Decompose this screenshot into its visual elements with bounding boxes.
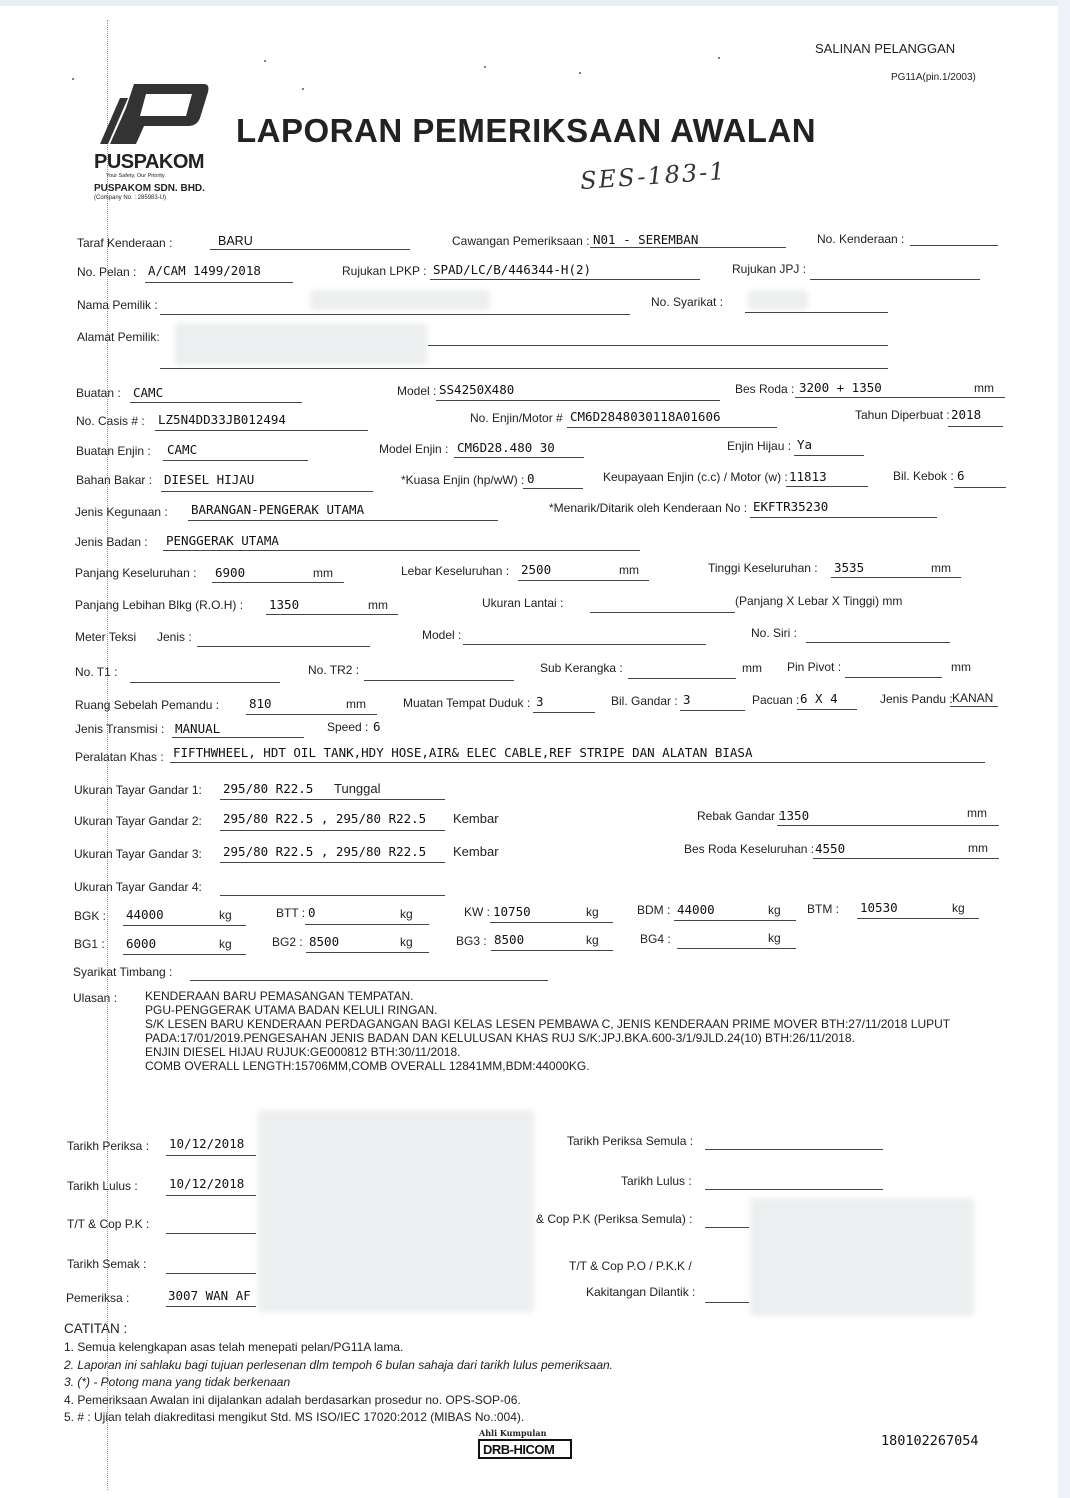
no-tr2-line	[364, 680, 514, 681]
kebok-label: Bil. Kebok :	[893, 469, 954, 483]
no-casis-line	[155, 430, 368, 431]
drb-hicom-text: DRB-HICOM	[483, 1442, 555, 1457]
taraf-line	[210, 249, 410, 250]
bg4-unit: kg	[768, 931, 781, 945]
meter-jenis-line	[197, 646, 370, 647]
keupayaan-label: Keupayaan Enjin (c.c) / Motor (w) :	[603, 470, 788, 484]
btm-label: BTM :	[807, 902, 839, 916]
tayar3-type: Kembar	[453, 844, 499, 859]
rebak-line	[777, 825, 999, 826]
tarikh-semak-line	[166, 1273, 256, 1274]
no-enjin-line	[567, 427, 777, 428]
meter-jenis-label: Jenis :	[157, 630, 192, 644]
pandu-label: Jenis Pandu :	[880, 692, 953, 706]
bg3-line	[491, 950, 613, 951]
ruang-line	[246, 714, 377, 715]
buatan-enjin-line	[163, 460, 308, 461]
bg4-line	[677, 948, 796, 949]
no-siri-line	[806, 642, 950, 643]
scan-speck	[718, 57, 720, 59]
pin-pivot-line	[845, 677, 942, 678]
catitan-notes	[64, 1339, 613, 1427]
ruang-value: 810	[249, 696, 272, 711]
lebar-label: Lebar Keseluruhan :	[401, 564, 510, 578]
menarik-value: EKFTR35230	[753, 499, 829, 514]
bg1-unit: kg	[219, 937, 232, 951]
cawangan-label: Cawangan Pemeriksaan :	[452, 234, 590, 248]
no-casis-value: LZ5N4DD33JB012494	[158, 412, 286, 427]
bg1-value: 6000	[126, 936, 157, 951]
no-siri-label: No. Siri :	[751, 626, 798, 640]
copy-label: SALINAN PELANGGAN	[815, 41, 956, 56]
lebihan-unit: mm	[368, 598, 388, 612]
tinggi-unit: mm	[931, 561, 951, 575]
note-item: 4. Pemeriksaan Awalan ini dijalankan adalah berdasarkan prosedur no. OPS-SOP-06.	[64, 1392, 521, 1407]
alamat-line-2	[160, 368, 888, 369]
tarikh-periksa-line	[166, 1155, 256, 1156]
page-right-edge	[1058, 0, 1070, 1498]
no-syarikat-label: No. Syarikat :	[651, 295, 724, 309]
model-enjin-label: Model Enjin :	[379, 442, 449, 456]
bdm-label: BDM :	[637, 903, 671, 917]
kw-line	[490, 922, 613, 923]
peralatan-line	[170, 762, 985, 763]
buatan-label: Buatan :	[76, 386, 121, 400]
badan-label: Jenis Badan :	[75, 535, 148, 549]
lebihan-value: 1350	[269, 597, 300, 612]
model-label: Model :	[397, 384, 437, 398]
pemeriksa-value: 3007 WAN AF	[168, 1288, 251, 1303]
kakitangan-line	[705, 1302, 749, 1303]
rujukan-lpkp-value: SPAD/LC/B/446344-H(2)	[433, 262, 592, 277]
no-kenderaan-line	[910, 245, 998, 246]
gandar-line	[680, 710, 745, 711]
no-enjin-label: No. Enjin/Motor #	[470, 411, 563, 425]
bes-roda-unit: mm	[974, 381, 994, 395]
lantai-label: Ukuran Lantai :	[482, 596, 564, 610]
note-item: 1. Semua kelengkapan asas telah menepati pelan/PG11A lama.	[64, 1340, 404, 1354]
tahun-line	[948, 426, 1003, 427]
enjin-hijau-value: Ya	[797, 437, 813, 452]
bes-keseluruhan-unit: mm	[968, 841, 988, 855]
model-enjin-value: CM6D28.480 30	[457, 440, 555, 455]
kuasa-line	[523, 488, 583, 489]
bg2-unit: kg	[400, 935, 413, 949]
page-title: LAPORAN PEMERIKSAAN AWALAN	[236, 112, 817, 149]
tarikh-periksa-semula-line	[705, 1149, 883, 1150]
cop-pk-label: T/T & Cop P.K :	[67, 1217, 150, 1231]
bg3-unit: kg	[586, 933, 599, 947]
cop-pk-line	[166, 1233, 256, 1234]
tahun-label: Tahun Diperbuat :	[855, 408, 950, 422]
kuasa-value: 0	[527, 471, 535, 486]
bg2-line	[306, 952, 429, 953]
lantai-note: (Panjang X Lebar X Tinggi) mm	[735, 594, 903, 608]
cop-semula-line	[705, 1227, 749, 1228]
ruang-label: Ruang Sebelah Pemandu :	[75, 698, 220, 712]
bes-roda-value: 3200 + 1350	[799, 380, 882, 395]
tayar4-line	[220, 895, 445, 896]
bes-keseluruhan-value: 4550	[815, 841, 846, 856]
model-line	[436, 400, 720, 401]
tarikh-lulus2-line	[705, 1189, 883, 1190]
btm-line	[857, 918, 979, 919]
transmisi-line	[172, 737, 304, 738]
kw-value: 10750	[493, 904, 531, 919]
scan-speck	[72, 78, 74, 80]
kakitangan-label: Kakitangan Dilantik :	[586, 1285, 696, 1299]
tinggi-value: 3535	[834, 560, 865, 575]
timbang-label: Syarikat Timbang :	[73, 965, 173, 979]
bahan-bakar-label: Bahan Bakar :	[76, 473, 153, 487]
no-syarikat-redacted	[748, 290, 808, 310]
panjang-label: Panjang Keseluruhan :	[75, 566, 197, 580]
bg4-label: BG4 :	[640, 932, 671, 946]
cawangan-value: N01 - SEREMBAN	[593, 232, 699, 247]
btm-value: 10530	[860, 900, 898, 915]
lebar-value: 2500	[521, 562, 552, 577]
btt-value: 0	[308, 905, 316, 920]
lantai-line	[590, 612, 735, 613]
model-enjin-line	[454, 457, 584, 458]
kegunaan-value: BARANGAN-PENGERAK UTAMA	[191, 502, 365, 517]
bgk-line	[123, 925, 246, 926]
tarikh-periksa-semula-label: Tarikh Periksa Semula :	[567, 1134, 694, 1148]
speed-label: Speed :	[327, 720, 369, 734]
pemeriksa-label: Pemeriksa :	[66, 1291, 130, 1305]
sub-kerangka-label: Sub Kerangka :	[540, 661, 623, 675]
tayar2-line	[220, 830, 445, 831]
bg3-label: BG3 :	[456, 934, 487, 948]
nama-pemilik-redacted	[310, 290, 490, 310]
buatan-enjin-value: CAMC	[167, 442, 198, 457]
buatan-line	[130, 402, 302, 403]
scan-speck	[484, 66, 486, 68]
remark-line: KENDERAAN BARU PEMASANGAN TEMPATAN.	[145, 989, 414, 1003]
muatan-value: 3	[536, 694, 544, 709]
buatan-value: CAMC	[133, 385, 164, 400]
kw-unit: kg	[586, 905, 599, 919]
rujukan-jpj-label: Rujukan JPJ :	[732, 262, 807, 276]
lebar-unit: mm	[619, 563, 639, 577]
note-item: 2. Laporan ini sahlaku bagi tujuan perlesenan dlm tempoh 6 bulan sahaja dari tarikh lulus pemeriksaan.	[64, 1357, 614, 1372]
pin-pivot-label: Pin Pivot :	[787, 660, 842, 674]
bes-roda-label: Bes Roda :	[735, 382, 795, 396]
bes-roda-line	[795, 397, 1005, 398]
tahun-value: 2018	[951, 407, 982, 422]
puspakom-emblem-icon	[96, 78, 211, 148]
no-syarikat-line	[745, 312, 888, 313]
alamat-redacted	[175, 323, 427, 365]
pacuan-label: Pacuan :	[752, 693, 800, 707]
no-pelan-label: No. Pelan :	[77, 265, 137, 279]
enjin-hijau-line	[794, 455, 864, 456]
gandar-label: Bil. Gandar :	[611, 694, 678, 708]
badan-value: PENGGERAK UTAMA	[166, 533, 279, 548]
bes-keseluruhan-label: Bes Roda Keseluruhan :	[684, 842, 815, 856]
tayar1-label: Ukuran Tayar Gandar 1:	[74, 783, 202, 797]
tayar1-value: 295/80 R22.5	[223, 781, 314, 796]
enjin-hijau-label: Enjin Hijau :	[727, 439, 792, 453]
tayar3-value: 295/80 R22.5 , 295/80 R22.5	[223, 844, 427, 859]
alamat-label: Alamat Pemilik:	[77, 330, 160, 344]
logo-company: PUSPAKOM SDN. BHD.	[94, 183, 205, 194]
taraf-value: BARU	[218, 234, 253, 248]
logo-company-no: (Company No. : 285983-U)	[94, 195, 167, 201]
no-kenderaan-label: No. Kenderaan :	[817, 232, 905, 246]
pacuan-line	[797, 709, 857, 710]
no-t1-line	[130, 682, 280, 683]
no-pelan-value: A/CAM 1499/2018	[148, 263, 261, 278]
pandu-value: KANAN	[952, 691, 994, 705]
tarikh-periksa-label: Tarikh Periksa :	[67, 1139, 150, 1153]
alamat-line-1	[428, 345, 888, 346]
tarikh-lulus-value: 10/12/2018	[169, 1176, 245, 1191]
bdm-unit: kg	[768, 903, 781, 917]
kegunaan-label: Jenis Kegunaan :	[75, 505, 168, 519]
gandar-value: 3	[683, 692, 691, 707]
panjang-value: 6900	[215, 565, 246, 580]
tarikh-lulus2-label: Tarikh Lulus :	[621, 1174, 692, 1188]
bahan-bakar-value: DIESEL HIJAU	[164, 472, 255, 487]
remark-line: PGU-PENGGERAK UTAMA BADAN KELULI RINGAN.	[145, 1003, 438, 1017]
lebihan-label: Panjang Lebihan Blkg (R.O.H) :	[75, 598, 244, 612]
cop-semula-label: & Cop P.K (Periksa Semula) :	[536, 1212, 693, 1226]
rujukan-lpkp-line	[430, 279, 700, 280]
remark-line: PADA:17/01/2019.PENGESAHAN JENIS BADAN DAN KELULUSAN KHAS RUJ S/K:JPJ.BKA.600-3/1/9JLD.24(10) BTH:26/11/2018.	[145, 1031, 855, 1045]
tayar1-type: Tunggal	[334, 781, 381, 796]
btt-label: BTT :	[276, 906, 306, 920]
bg2-value: 8500	[309, 934, 340, 949]
bg3-value: 8500	[494, 932, 525, 947]
signature-redacted	[258, 1110, 534, 1312]
tinggi-label: Tinggi Keseluruhan :	[708, 561, 818, 575]
tayar2-value: 295/80 R22.5 , 295/80 R22.5	[223, 811, 427, 826]
rujukan-lpkp-label: Rujukan LPKP :	[342, 264, 427, 278]
transmisi-value: MANUAL	[175, 721, 221, 736]
kuasa-label: *Kuasa Enjin (hp/wW) :	[401, 473, 525, 487]
btt-unit: kg	[400, 907, 413, 921]
tayar4-label: Ukuran Tayar Gandar 4:	[74, 880, 202, 894]
scan-speck	[579, 72, 581, 74]
tarikh-semak-label: Tarikh Semak :	[67, 1257, 147, 1271]
rebak-unit: mm	[967, 806, 987, 820]
muatan-line	[533, 712, 595, 713]
transmisi-label: Jenis Transmisi :	[75, 722, 165, 736]
bg1-line	[123, 954, 246, 955]
btm-unit: kg	[952, 901, 965, 915]
sub-kerangka-unit: mm	[742, 661, 762, 675]
peralatan-label: Peralatan Khas :	[75, 750, 164, 764]
scan-speck	[264, 60, 266, 62]
kw-label: KW :	[464, 905, 490, 919]
tinggi-line	[831, 577, 961, 578]
remark-line: COMB OVERALL LENGTH:15706MM,COMB OVERALL 12841MM,BDM:44000KG.	[145, 1059, 590, 1073]
tarikh-periksa-value: 10/12/2018	[169, 1136, 245, 1151]
bahan-bakar-line	[161, 491, 373, 492]
no-enjin-value: CM6D2848030118A01606	[570, 409, 721, 424]
tarikh-lulus-label: Tarikh Lulus :	[67, 1179, 138, 1193]
catitan-title: CATITAN :	[64, 1321, 128, 1336]
model-value: SS4250X480	[439, 382, 515, 397]
lebar-line	[518, 580, 649, 581]
buatan-enjin-label: Buatan Enjin :	[76, 444, 151, 458]
cop-po-label: T/T & Cop P.O / P.K.K /	[569, 1259, 692, 1273]
no-tr2-label: No. TR2 :	[308, 663, 360, 677]
panjang-line	[212, 582, 344, 583]
meter-teksi-label: Meter Teksi	[75, 630, 137, 644]
rebak-label: Rebak Gandar :	[697, 809, 782, 823]
bg1-label: BG1 :	[74, 937, 105, 951]
pin-pivot-unit: mm	[951, 660, 971, 674]
serial-number: 180102267054	[881, 1433, 979, 1449]
scan-speck	[302, 88, 304, 90]
note-item: 5. # : Ujian telah diakreditasi mengikut Std. MS ISO/IEC 17020:2012 (MIBAS No.:004).	[64, 1410, 525, 1424]
badan-line	[163, 550, 640, 551]
pacuan-value: 6 X 4	[800, 691, 838, 706]
logo-tagline: Your Safety, Our Priority	[106, 173, 165, 179]
no-casis-label: No. Casis # :	[76, 414, 145, 428]
nama-pemilik-line	[160, 314, 630, 315]
menarik-line	[750, 517, 937, 518]
page-top-edge	[0, 0, 1070, 6]
kebok-value: 6	[957, 468, 965, 483]
handwritten-reference: SES-183-1	[579, 156, 728, 196]
stamp-redacted	[750, 1198, 974, 1316]
timbang-line	[190, 980, 548, 981]
menarik-label: *Menarik/Ditarik oleh Kenderaan No :	[549, 501, 748, 515]
logo-name: PUSPAKOM	[94, 151, 205, 173]
tayar2-label: Ukuran Tayar Gandar 2:	[74, 814, 202, 828]
kegunaan-line	[188, 520, 498, 521]
pandu-line	[950, 706, 998, 707]
meter-model-label: Model :	[422, 628, 462, 642]
lebihan-line	[266, 614, 398, 615]
tayar3-line	[220, 862, 445, 863]
drb-hicom-logo	[478, 1439, 572, 1459]
meter-model-line	[463, 644, 706, 645]
speed-value: 6	[373, 719, 381, 734]
rebak-value: 1350	[779, 808, 810, 823]
tayar3-label: Ukuran Tayar Gandar 3:	[74, 847, 202, 861]
ruang-unit: mm	[346, 697, 366, 711]
remark-line: ENJIN DIESEL HIJAU RUJUK:GE000812 BTH:30/11/2018.	[145, 1045, 461, 1059]
remarks-block	[145, 989, 950, 1073]
muatan-label: Muatan Tempat Duduk :	[403, 696, 531, 710]
no-t1-label: No. T1 :	[75, 665, 118, 679]
bdm-line	[674, 920, 796, 921]
panjang-unit: mm	[313, 566, 333, 580]
bdm-value: 44000	[677, 902, 715, 917]
btt-line	[305, 924, 429, 925]
group-label: Ahli Kumpulan	[479, 1428, 547, 1438]
bes-keseluruhan-line	[813, 858, 999, 859]
remark-line: S/K LESEN BARU KENDERAAN PERDAGANGAN BAGI KELAS LESEN PEMBAWA C, JENIS KENDERAAN PRIME MOVER BTH:27/11/2018 LUPUT	[145, 1017, 951, 1031]
sub-kerangka-line	[628, 678, 736, 679]
keupayaan-line	[786, 486, 868, 487]
keupayaan-value: 11813	[789, 469, 827, 484]
rujukan-jpj-line	[810, 279, 980, 280]
bgk-unit: kg	[219, 908, 232, 922]
bgk-value: 44000	[126, 907, 164, 922]
no-pelan-line	[145, 282, 293, 283]
taraf-label: Taraf Kenderaan :	[77, 236, 173, 250]
pemeriksa-line	[166, 1306, 256, 1307]
form-code: PG11A(pin.1/2003)	[891, 72, 976, 83]
note-item: 3. (*) - Potong mana yang tidak berkenaan	[64, 1375, 291, 1389]
puspakom-logo	[92, 78, 222, 208]
tayar1-line	[220, 799, 445, 800]
cawangan-line	[590, 247, 786, 248]
kebok-line	[954, 487, 1006, 488]
nama-pemilik-label: Nama Pemilik :	[77, 298, 158, 312]
tarikh-lulus-line	[166, 1195, 256, 1196]
ulasan-label: Ulasan :	[73, 991, 118, 1005]
peralatan-value: FIFTHWHEEL, HDT OIL TANK,HDY HOSE,AIR& ELEC CABLE,REF STRIPE DAN ALATAN BIASA	[173, 745, 753, 760]
bgk-label: BGK :	[74, 909, 107, 923]
bg2-label: BG2 :	[272, 935, 303, 949]
tayar2-type: Kembar	[453, 811, 499, 826]
